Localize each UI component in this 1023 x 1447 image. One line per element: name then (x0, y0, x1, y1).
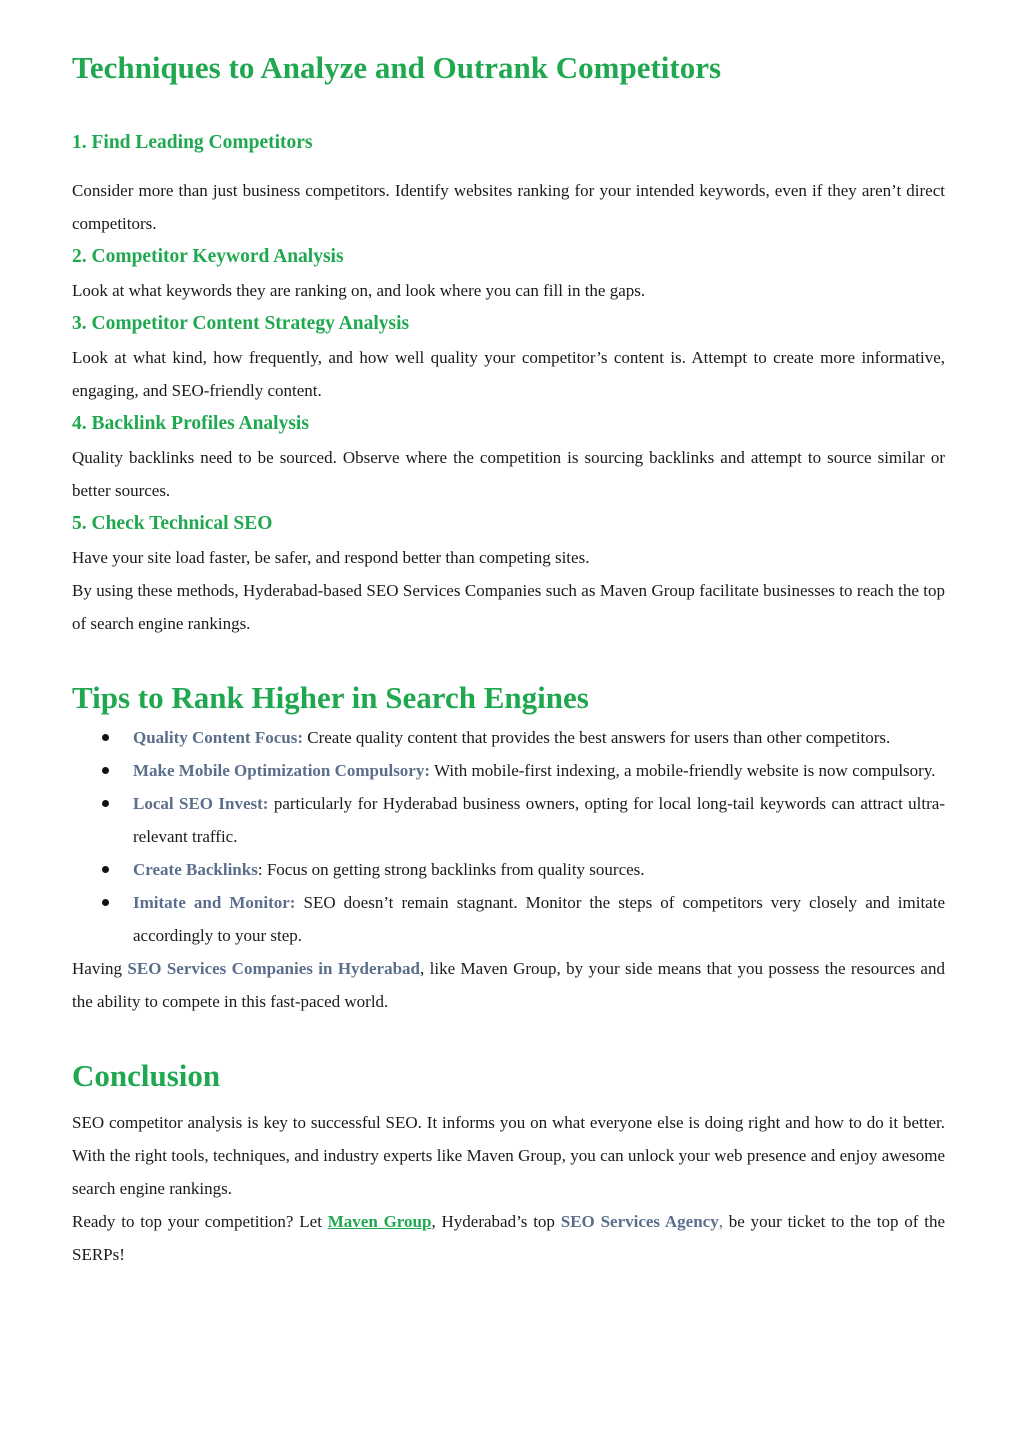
cta-before: Ready to top your competition? Let (72, 1212, 328, 1231)
technique-heading-1: 1. Find Leading Competitors (72, 132, 313, 153)
bullet-icon (102, 899, 109, 906)
technique-text-3: Look at what kind, how frequently, and how well quality your competitor’s content is. Attempt to create more informative, engaging, and SEO-friendly content. (72, 348, 945, 400)
technique-heading-3: 3. Competitor Content Strategy Analysis (72, 313, 410, 334)
tips-title: Tips to Rank Higher in Search Engines (72, 680, 589, 715)
tip-separator: : (297, 728, 304, 747)
conclusion-cta (72, 1205, 945, 1271)
technique-heading-2: 2. Competitor Keyword Analysis (72, 246, 344, 267)
tip-item (72, 853, 945, 886)
tip-item (72, 721, 945, 754)
tip-term[interactable]: Local SEO Invest (133, 794, 263, 813)
cta-comma: , (718, 1212, 723, 1231)
bullet-icon (102, 734, 109, 741)
tip-term[interactable]: Quality Content Focus (133, 728, 298, 747)
tip-separator: : (289, 893, 296, 912)
tips-closing-after: , like Maven Group, by your side means that you possess the resources and the ability to compete in this fast-paced world. (72, 959, 945, 1011)
technique-text-5: Have your site load faster, be safer, and respond better than competing sites. (72, 548, 590, 567)
tip-term[interactable]: Imitate and Monitor (133, 893, 290, 912)
tip-term[interactable]: Create Backlinks (133, 860, 258, 879)
bullet-icon (102, 866, 109, 873)
technique-heading-4: 4. Backlink Profiles Analysis (72, 413, 309, 434)
document-page (72, 0, 945, 1271)
technique-text-1: Consider more than just business competitors. Identify websites ranking for your intended keywords, even if they aren’t direct competitors. (72, 181, 945, 233)
tip-separator: : (257, 860, 263, 879)
tips-closing (72, 952, 945, 1018)
tip-item (72, 787, 945, 853)
tips-closing-before: Having (72, 959, 128, 978)
conclusion-title: Conclusion (72, 1058, 221, 1093)
bullet-icon (102, 800, 109, 807)
technique-text-4: Quality backlinks need to be sourced. Observe where the competition is sourcing backlinks and attempt to source similar or better sources. (72, 448, 945, 500)
cta-middle: , Hyderabad’s top (431, 1212, 561, 1231)
tip-text: Create quality content that provides the best answers for users than other competitors. (303, 728, 891, 747)
bullet-icon (102, 767, 109, 774)
technique-text-2: Look at what keywords they are ranking on, and look where you can fill in the gaps. (72, 281, 646, 300)
techniques-closing: By using these methods, Hyderabad-based SEO Services Companies such as Maven Group facilitate businesses to reach the top of search engine rankings. (72, 581, 945, 633)
tip-item (72, 886, 945, 952)
seo-agency-link[interactable]: SEO Services Agency (560, 1212, 719, 1231)
tip-text: Focus on getting strong backlinks from quality sources. (262, 860, 645, 879)
maven-group-link[interactable]: Maven Group (327, 1212, 432, 1231)
tip-term[interactable]: Make Mobile Optimization Compulsory (133, 761, 425, 780)
techniques-title: Techniques to Analyze and Outrank Competitors (72, 50, 722, 85)
seo-companies-link[interactable]: SEO Services Companies in Hyderabad (127, 959, 420, 978)
tips-list (72, 721, 945, 952)
tip-item (72, 754, 945, 787)
tip-separator: : (262, 794, 269, 813)
technique-heading-5: 5. Check Technical SEO (72, 513, 273, 534)
tip-text: particularly for Hyderabad business owners, opting for local long-tail keywords can attract ultra-relevant traffic. (133, 794, 945, 846)
conclusion-paragraph: SEO competitor analysis is key to successful SEO. It informs you on what everyone else is doing right and how to do it better. With the right tools, techniques, and industry experts like Maven Group, you can unlock your web presence and enjoy awesome search engine rankings. (72, 1113, 945, 1198)
tip-text: SEO doesn’t remain stagnant. Monitor the steps of competitors very closely and imitate accordingly to your step. (133, 893, 945, 945)
tip-separator: : (424, 761, 431, 780)
cta-after: be your ticket to the top of the SERPs! (72, 1212, 945, 1264)
tip-text: With mobile-first indexing, a mobile-friendly website is now compulsory. (430, 761, 936, 780)
